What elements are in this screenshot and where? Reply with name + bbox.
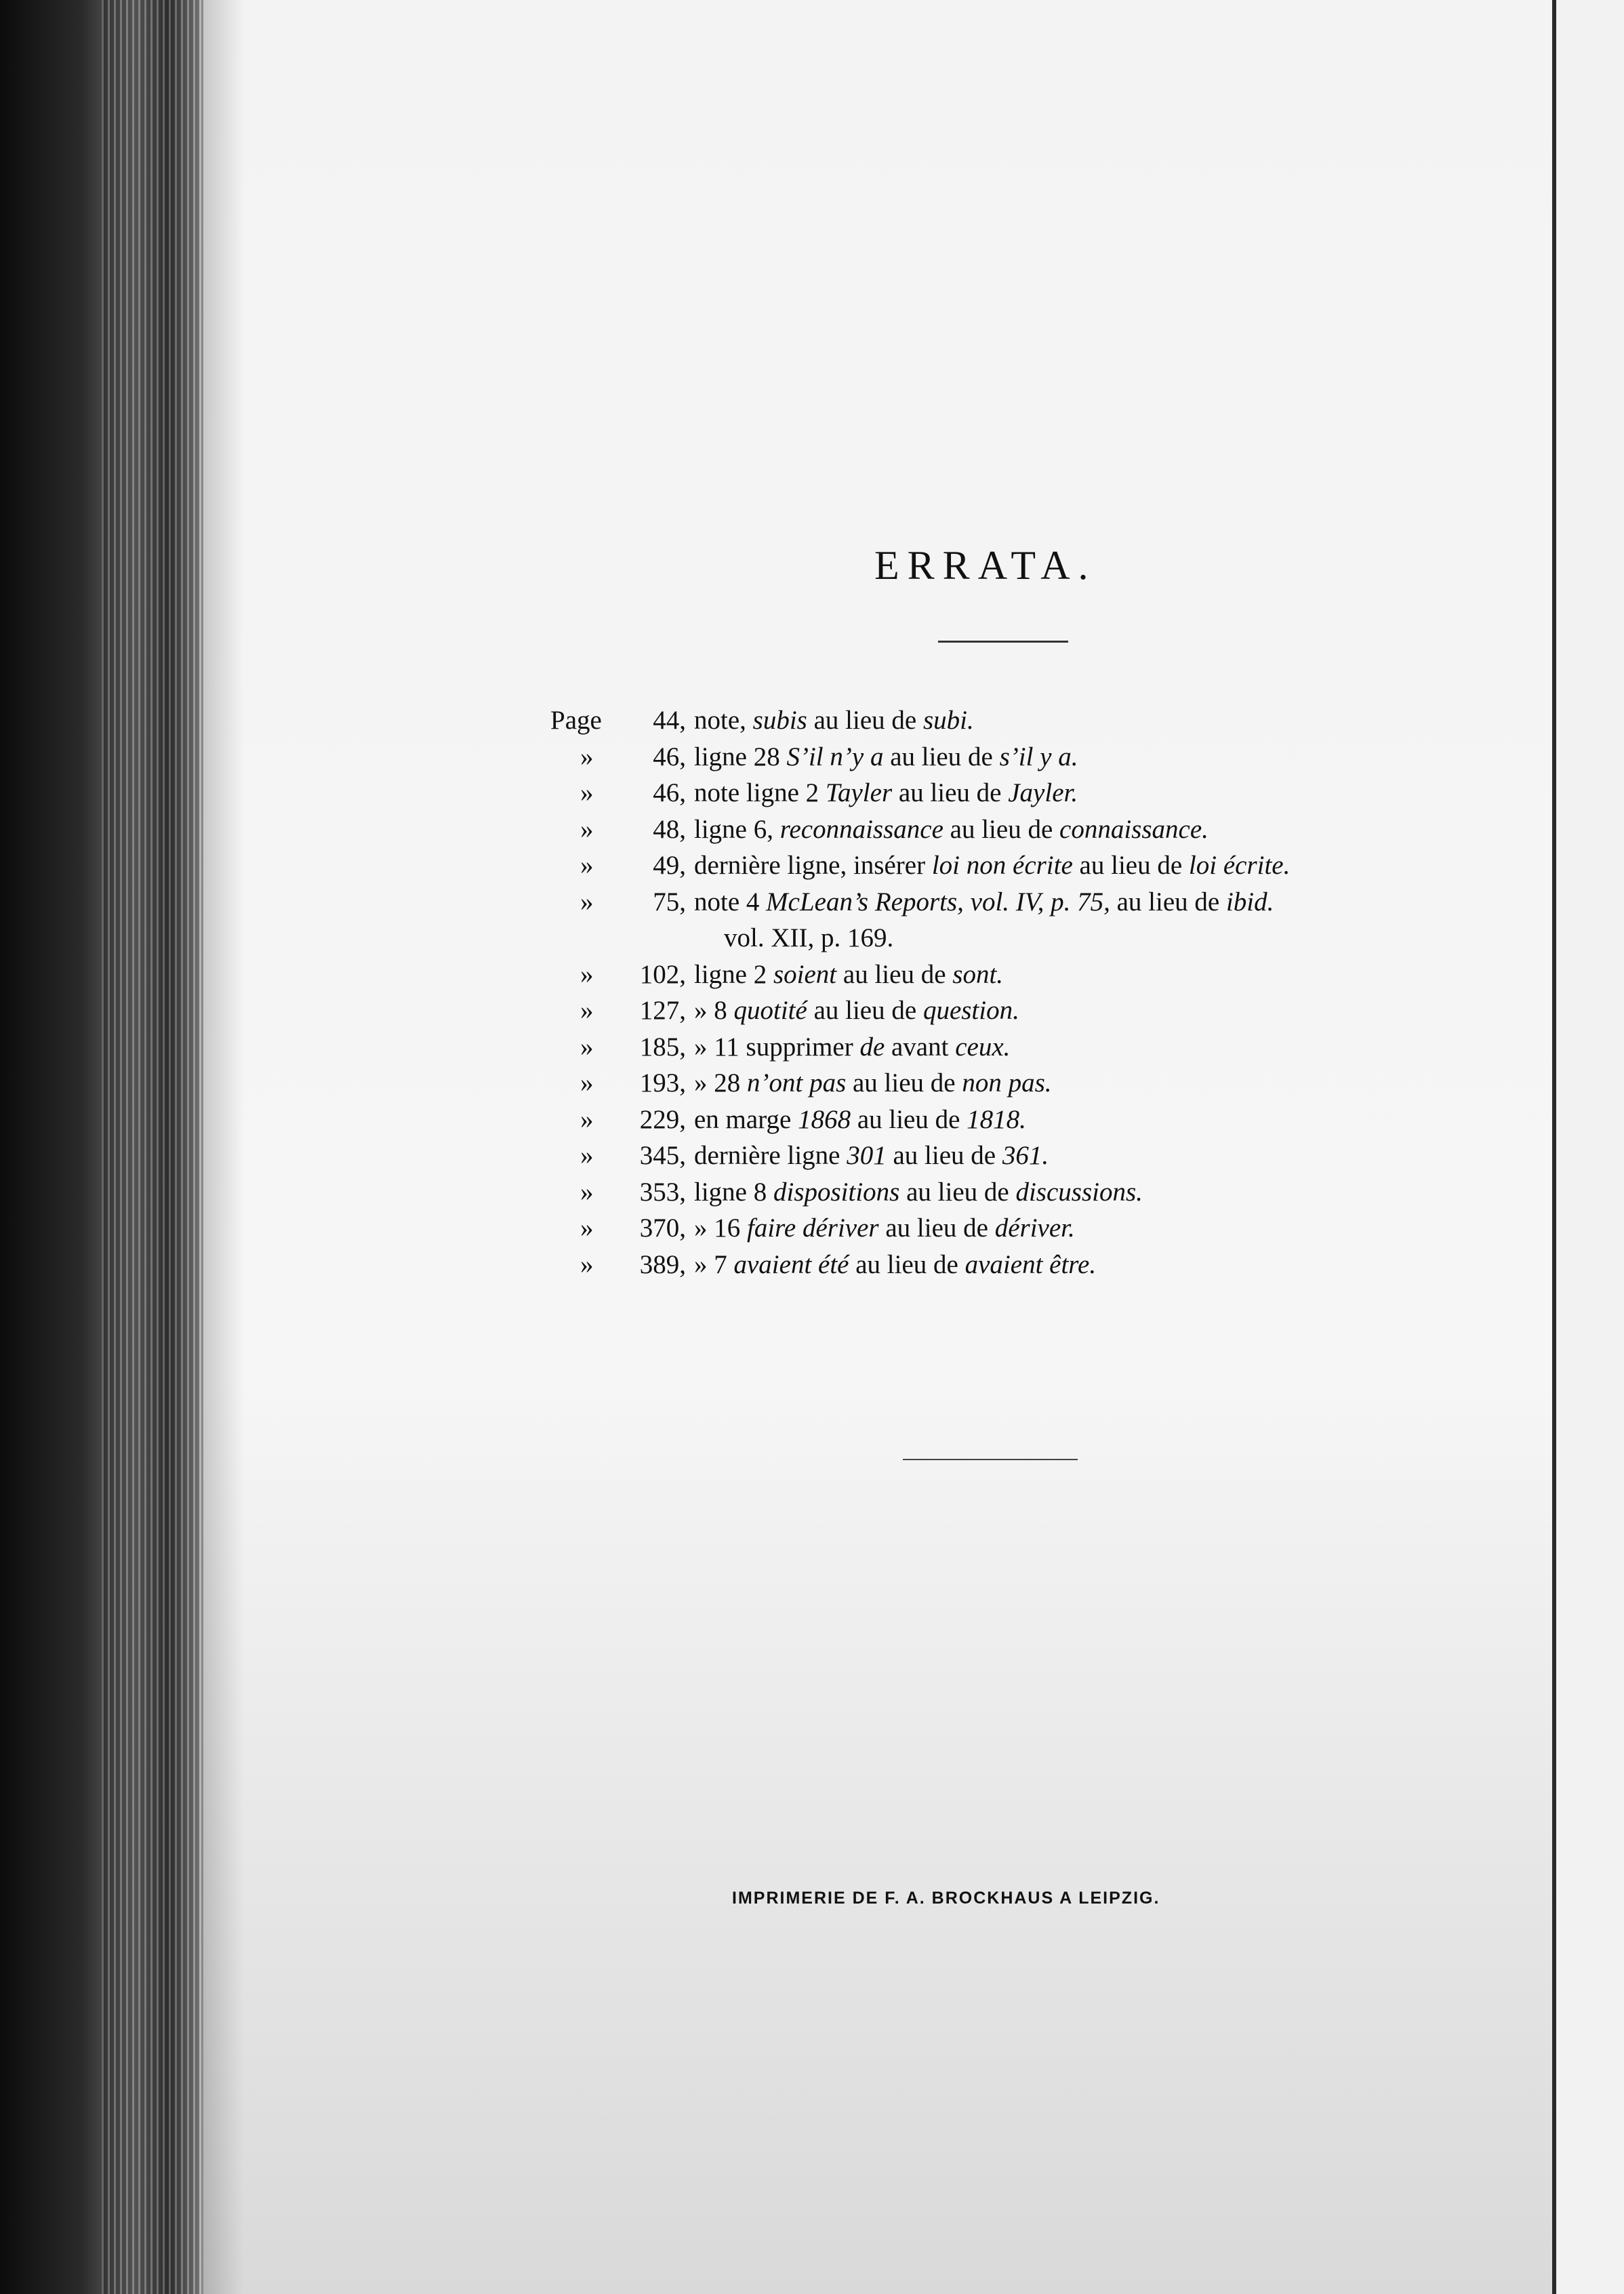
entry-italic-text: non pas. <box>962 1068 1052 1098</box>
entry-plain-text: ligne 2 <box>694 959 773 989</box>
entry-plain-text: au lieu de <box>892 778 1009 807</box>
entry-plain-text: » 28 <box>694 1068 747 1098</box>
entry-italic-text: quotité <box>733 996 807 1025</box>
entry-plain-text: vol. XII, p. 169. <box>724 923 894 952</box>
entry-italic-text: discussions. <box>1015 1177 1143 1207</box>
entry-prefix: » <box>580 814 594 844</box>
entry-prefix: » <box>580 742 594 771</box>
entry-text <box>694 957 1003 993</box>
entry-italic-text: connaissance. <box>1059 814 1209 844</box>
entry-italic-text: loi écrite. <box>1188 851 1291 880</box>
entry-plain-text: en marge <box>694 1104 798 1134</box>
entry-plain-text: » 11 supprimer <box>694 1032 860 1062</box>
facing-page-edge <box>1552 0 1624 2294</box>
entry-prefix: » <box>580 1213 594 1243</box>
errata-entry <box>550 884 1499 921</box>
entry-italic-text: ibid. <box>1225 887 1274 917</box>
entry-prefix: » <box>580 1177 594 1207</box>
entry-plain-text: ligne 6, <box>694 814 780 844</box>
errata-entry <box>550 1102 1499 1138</box>
entry-italic-text: faire dériver <box>747 1213 879 1243</box>
entry-text <box>694 1247 1096 1283</box>
entry-plain-text: note, <box>694 706 753 735</box>
entry-page-number: 193, <box>639 1068 686 1098</box>
entry-plain-text: au lieu de <box>943 814 1060 844</box>
entry-text <box>694 1102 1026 1138</box>
entry-plain-text: dernière ligne <box>694 1141 847 1170</box>
entry-plain-text: » 16 <box>694 1213 747 1243</box>
errata-entry <box>550 992 1499 1029</box>
entry-text <box>694 1065 1052 1102</box>
page-title: ERRATA. <box>874 543 1097 588</box>
entry-plain-text: dernière ligne, insérer <box>694 851 932 880</box>
entry-page-number: 44, <box>653 706 686 735</box>
errata-list <box>550 702 1499 1283</box>
entry-text <box>694 775 1078 811</box>
entry-italic-text: McLean’s Reports, vol. IV, p. 75, <box>766 887 1110 917</box>
entry-plain-text: au lieu de <box>878 1213 995 1243</box>
entry-prefix: » <box>580 1032 594 1062</box>
errata-entry <box>550 1174 1499 1211</box>
entry-italic-text: 1818. <box>967 1104 1026 1134</box>
entry-page-number: 46, <box>653 742 686 771</box>
entry-prefix: » <box>580 887 594 917</box>
entry-plain-text: au lieu de <box>1110 887 1226 917</box>
entry-prefix: » <box>580 1068 594 1098</box>
entry-prefix: » <box>580 851 594 880</box>
entry-plain-text: note ligne 2 <box>694 778 826 807</box>
entry-italic-text: loi non écrite <box>931 851 1073 880</box>
errata-entry <box>550 739 1499 776</box>
entry-prefix: » <box>580 778 594 807</box>
entry-italic-text: subi. <box>922 706 974 735</box>
entry-page-number: 49, <box>653 851 686 880</box>
errata-entry <box>550 847 1499 884</box>
entry-plain-text: au lieu de <box>836 959 953 989</box>
entry-page-number: 185, <box>639 1032 686 1062</box>
entry-italic-text: avaient être. <box>965 1249 1097 1279</box>
errata-entry <box>550 1029 1499 1066</box>
errata-entry <box>550 1247 1499 1283</box>
entry-text <box>694 1210 1075 1247</box>
entry-italic-text: reconnaissance <box>779 814 943 844</box>
errata-entry <box>550 1138 1499 1174</box>
entry-italic-text: sont. <box>952 959 1004 989</box>
errata-entry <box>550 1210 1499 1247</box>
entry-italic-text: s’il y a. <box>999 742 1078 771</box>
entry-italic-text: soient <box>773 959 837 989</box>
entry-text <box>724 920 893 957</box>
errata-entry <box>550 920 1499 957</box>
entry-plain-text: au lieu de <box>807 996 923 1025</box>
printer-imprint: IMPRIMERIE DE F. A. BROCKHAUS A LEIPZIG. <box>732 1889 1160 1908</box>
entry-page-number: 127, <box>639 996 686 1025</box>
entry-page-number: 370, <box>639 1213 686 1243</box>
entry-plain-text: au lieu de <box>886 1141 1002 1170</box>
title-divider <box>938 641 1068 643</box>
entry-italic-text: S’il n’y a <box>786 742 884 771</box>
entry-text <box>694 1029 1010 1066</box>
entry-plain-text: au lieu de <box>849 1249 965 1279</box>
entry-text <box>694 992 1019 1029</box>
entry-plain-text: ligne 28 <box>694 742 787 771</box>
entry-text <box>694 1138 1049 1174</box>
entry-page-number: 345, <box>639 1141 686 1170</box>
page-edges <box>102 0 203 2294</box>
entry-plain-text: » 7 <box>694 1249 734 1279</box>
entry-plain-text: avant <box>885 1032 956 1062</box>
entry-page-number: 102, <box>639 959 686 989</box>
entry-text <box>694 811 1209 848</box>
bottom-divider <box>903 1459 1078 1460</box>
entry-page-number: 353, <box>639 1177 686 1207</box>
entry-plain-text: au lieu de <box>807 706 923 735</box>
entry-prefix: Page <box>550 706 602 735</box>
entry-prefix: » <box>580 1141 594 1170</box>
errata-entry <box>550 702 1499 739</box>
entry-prefix: » <box>580 959 594 989</box>
gutter-shadow <box>203 0 244 2294</box>
errata-entry <box>550 811 1499 848</box>
entry-text <box>694 1174 1143 1211</box>
entry-italic-text: 301 <box>847 1141 887 1170</box>
entry-page-number: 48, <box>653 814 686 844</box>
entry-italic-text: question. <box>922 996 1019 1025</box>
entry-italic-text: Jayler. <box>1008 778 1078 807</box>
entry-italic-text: Tayler <box>825 778 893 807</box>
entry-plain-text: ligne 8 <box>694 1177 773 1207</box>
entry-text <box>694 884 1274 921</box>
errata-entry <box>550 957 1499 993</box>
entry-page-number: 389, <box>639 1249 686 1279</box>
entry-page-number: 46, <box>653 778 686 807</box>
entry-plain-text: au lieu de <box>1072 851 1189 880</box>
entry-plain-text: au lieu de <box>846 1068 962 1098</box>
entry-plain-text: note 4 <box>694 887 767 917</box>
entry-page-number: 229, <box>639 1104 686 1134</box>
errata-entry <box>550 775 1499 811</box>
entry-italic-text: dispositions <box>773 1177 900 1207</box>
entry-italic-text: ceux. <box>955 1032 1011 1062</box>
entry-prefix: » <box>580 1104 594 1134</box>
entry-italic-text: n’ont pas <box>747 1068 847 1098</box>
entry-text <box>694 739 1078 776</box>
entry-prefix: » <box>580 996 594 1025</box>
entry-italic-text: 361. <box>1002 1141 1049 1170</box>
entry-text <box>694 702 974 739</box>
errata-entry <box>550 1065 1499 1102</box>
entry-italic-text: de <box>859 1032 885 1062</box>
entry-italic-text: dériver. <box>994 1213 1075 1243</box>
entry-page-number: 75, <box>653 887 686 917</box>
entry-text <box>694 847 1290 884</box>
entry-italic-text: 1868 <box>798 1104 851 1134</box>
entry-italic-text: subis <box>752 706 807 735</box>
entry-prefix: » <box>580 1249 594 1279</box>
entry-italic-text: avaient été <box>733 1249 849 1279</box>
entry-plain-text: » 8 <box>694 996 734 1025</box>
entry-plain-text: au lieu de <box>899 1177 1016 1207</box>
entry-plain-text: au lieu de <box>883 742 1000 771</box>
entry-plain-text: au lieu de <box>851 1104 967 1134</box>
